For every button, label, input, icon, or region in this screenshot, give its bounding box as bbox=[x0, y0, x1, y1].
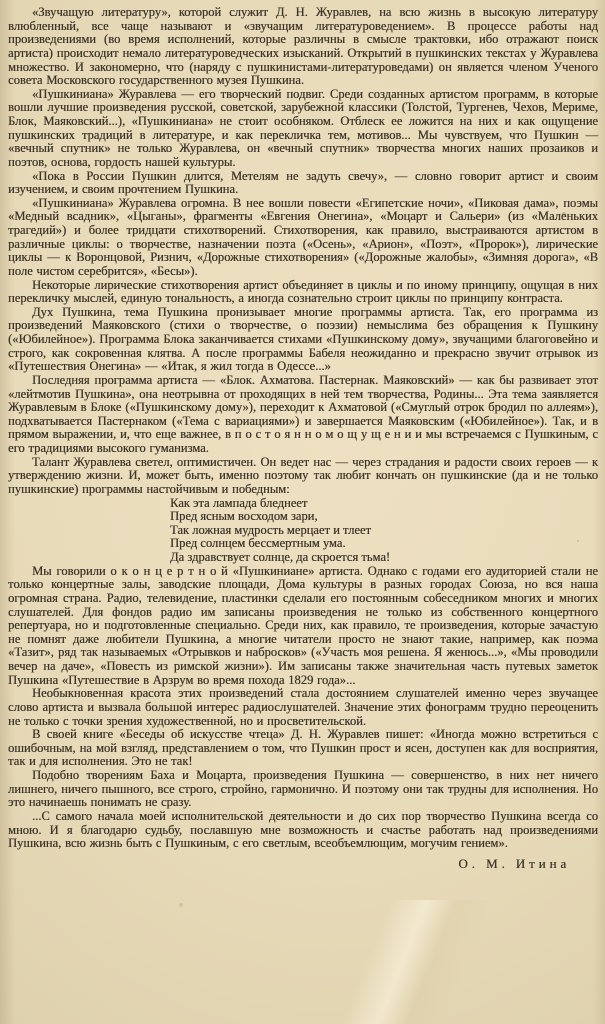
paragraph: «Звучащую литературу», которой служит Д. Н. Журавлев, на всю жизнь в высокую литературу влюбленный, все чаще называют и «звучащим литературоведением». В процессе работы над произведениями (во время исполнений, которые различны в смысле трактовки, ибо отражают поиск артиста) происходит немало литературоведческих изысканий. Открытий в пушкинских текстах у Журавлева множество. И закономерно, что (наряду с пушкинистами-литературоведами) он является членом Ученого совета Московского государственного музея Пушкина. bbox=[8, 5, 598, 88]
paragraph: В своей книге «Беседы об искусстве чтеца» Д. Н. Журавлев пишет: «Иногда можно встретиться с ошибочным, на мой взгляд, представлением о том, что Пушкин прост и ясен, доступен как для восприятия, так и для исполнения. Это не так! bbox=[8, 727, 598, 769]
paragraph: «Пушкиниана» Журавлева огромна. В нее вошли повести «Египетские ночи», «Пиковая дама», поэмы «Медный всадник», «Цыганы», фрагменты «Евгения Онегина», «Моцарт и Сальери» (из «Маленьких трагедий») и более тридцати стихотворений. Стихотворения, как правило, выстраиваются артистом в различные циклы: о творчестве, назначении поэта («Осень», «Арион», «Поэт», «Пророк»), лирические циклы — к Воронцовой, Ризнич, «Дорожные стихотворения» («Дорожные жалобы», «Зимняя дорога», «В поле чистом серебрится», «Бесы»). bbox=[8, 195, 598, 278]
paragraph: ...С самого начала моей исполнительской деятельности и до сих пор творчество Пушкина всегда со мною. И я благодарю судьбу, пославшую мне возможность и счастье работать над произведениями Пушкина, всю жизнь быть с Пушкиным, с его светлым, всеобъемлющим, могучим гением». bbox=[8, 808, 598, 851]
verse-line: Как эта лампада бледнеет bbox=[170, 495, 308, 510]
verse-line: Пред ясным восходом зари, bbox=[170, 509, 318, 524]
paragraph: «Пока в России Пушкин длится, Метелям не задуть свечу», — словно говорит артист и своим изучением, и своим прочтением Пушкина. bbox=[8, 168, 598, 197]
paper-stains bbox=[0, 0, 2, 2]
verse-line: Так ложная мудрость мерцает и тлеет bbox=[170, 522, 371, 537]
article-body bbox=[8, 6, 598, 871]
paragraph: Подобно творениям Баха и Моцарта, произведения Пушкина — совершенство, в них нет ничего лишнего, ничего пышного, все строго, стройно, гармонично. И поэтому они так трудны для исполнения. Но это начинаешь понимать не сразу. bbox=[8, 768, 598, 810]
verse-line: Да здравствует солнце, да скроется тьма! bbox=[170, 550, 391, 564]
paragraph: Некоторые лирические стихотворения артист объединяет в циклы и по иному принципу, ощущая в них перекличку мыслей, единую тональность, а иногда сознательно строит циклы по принципу контраста. bbox=[8, 277, 598, 306]
paper-crease bbox=[250, 900, 570, 1024]
paragraph: «Пушкиниана» Журавлева — его творческий подвиг. Среди созданных артистом программ, в которые вошли лучшие произведения русской, советской, зарубежной классики (Толстой, Тургенев, Чехов, Мериме, Блок, Маяковский...), «Пушкиниана» не стоит особняком. Отблеск ее ложится на них и как ощущение пушкинских традиций в литературе, и как перекличка тем, мотивов... Мы чувствуем, что Пушкин — «вечный спутник» не только Журавлева, он «вечный спутник» творчества многих наших прозаиков и поэтов, основа, гордость нашей культуры. bbox=[8, 86, 598, 169]
paragraph: Дух Пушкина, тема Пушкина пронизывает многие программы артиста. Так, его программа из произведений Маяковского (стихи о творчестве, о поэзии) немыслима без обращения к Пушкину («Юбилейное»). Программа Блока заканчивается стихами «Пушкинскому дому», звучащими благоговейно и строго, как сокровенная клятва. А после программы Бабеля неожиданно и прекрасно звучит отрывок из «Путешествия Онегина» — «Итак, я жил тогда в Одессе...» bbox=[8, 304, 598, 374]
paragraph: Последняя программа артиста — «Блок. Ахматова. Пастернак. Маяковский» — как бы развивает этот «лейтмотив Пушкина», она неотрывна от проходящих в ней тем творчества, Родины... Эта тема заявляется Журавлевым в Блоке («Пушкинскому дому»), переходит к Ахматовой («Смуглый отрок бродил по аллеям»), подхватывается Пастернаком («Тема с вариациями») и завершается Маяковским («Юбилейное»). Так, и в прямом выражении, и, что еще важнее, в п о с т о я н н о м о щ у щ е н и и мы встречаемся с Пушкиным, с его традициями высокого гуманизма. bbox=[8, 372, 598, 455]
paragraph: Мы говорили о к о н ц е р т н о й «Пушкиниане» артиста. Однако с годами его аудиторией стали не только концертные залы, заводские площади, Дома культуры в разных городах Союза, но вся наша огромная страна. Радио, телевидение, пластинки сделали его постоянным собеседником многих и многих слушателей. Для фондов радио им записаны произведения не только из собственного концертного репертуара, но и подготовленные специально. Среди них, как правило, те произведения, которые зачастую не помнят даже любители Пушкина, а многие читатели просто не знают такие, например, как поэма «Тазит», ряд так называемых «Отрывков и набросков» («Участь моя решена. Я женюсь...», «Мы проводили вечер на даче», «Повесть из римской жизни»). Им записаны также значительная часть путевых заметок Пушкина «Путешествие в Арзрум во время похода 1829 года»... bbox=[8, 563, 598, 687]
verse-line: Пред солнцем бессмертным ума. bbox=[170, 536, 346, 551]
verse-block bbox=[170, 497, 598, 565]
author-signature: О. М. Итина bbox=[458, 855, 570, 871]
paragraph: Необыкновенная красота этих произведений стала достоянием слушателей именно через звучащее слово артиста и вызвала большой интерес радиослушателей. Значение этих фонограмм трудно переоценить не только с точки зрения художественной, но и просветительской. bbox=[8, 686, 598, 728]
paragraph: Талант Журавлева светел, оптимистичен. Он ведет нас — через страдания и радости своих героев — к утверждению жизни. И, может быть, именно поэтому так любит кончать он пушкинские (да и не только пушкинские) программы настойчивым и победным: bbox=[8, 454, 598, 496]
